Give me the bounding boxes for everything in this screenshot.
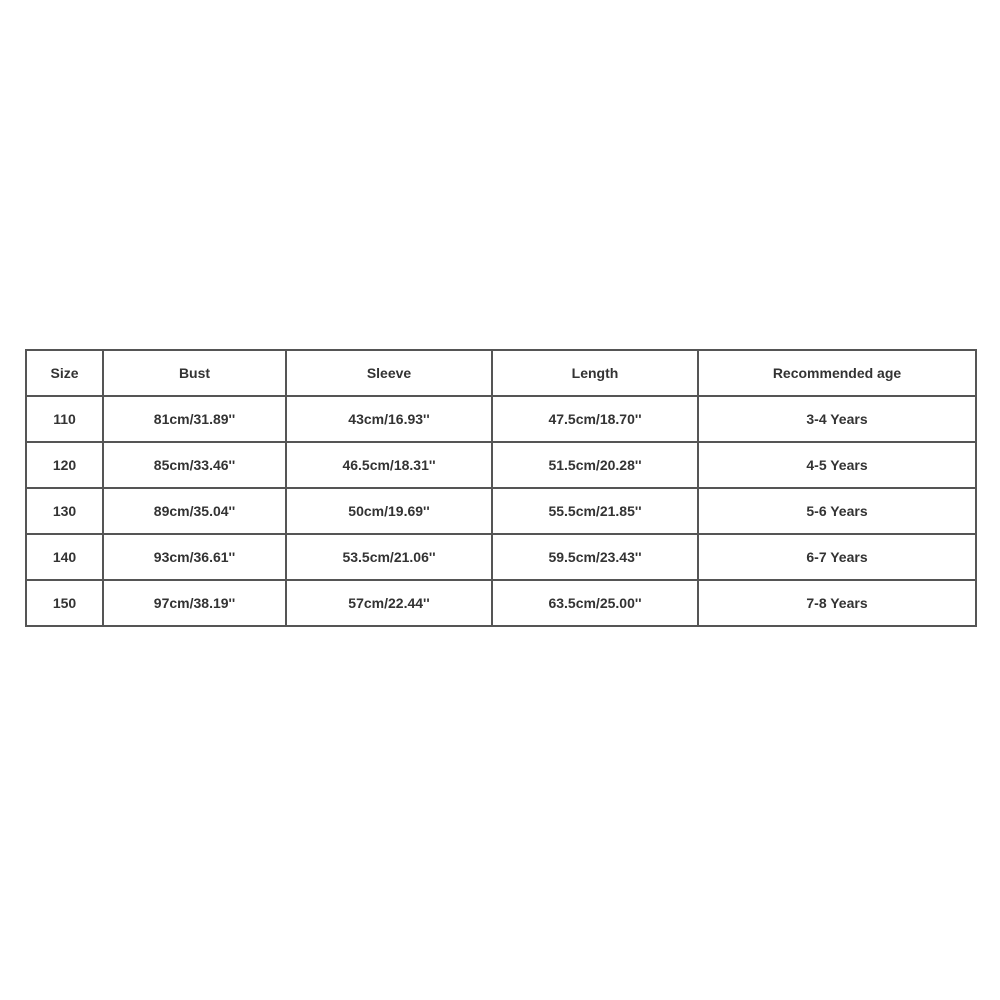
cell-bust: 97cm/38.19'' — [103, 580, 286, 626]
cell-recommended-age: 7-8 Years — [698, 580, 976, 626]
cell-sleeve: 46.5cm/18.31'' — [286, 442, 492, 488]
cell-bust: 89cm/35.04'' — [103, 488, 286, 534]
cell-size: 110 — [26, 396, 103, 442]
table-row — [26, 396, 976, 442]
cell-sleeve: 57cm/22.44'' — [286, 580, 492, 626]
cell-sleeve: 43cm/16.93'' — [286, 396, 492, 442]
cell-size: 140 — [26, 534, 103, 580]
table-row — [26, 580, 976, 626]
table-row — [26, 442, 976, 488]
header-recommended-age: Recommended age — [698, 350, 976, 396]
header-size: Size — [26, 350, 103, 396]
cell-recommended-age: 3-4 Years — [698, 396, 976, 442]
table-row — [26, 488, 976, 534]
size-chart-table — [25, 349, 977, 627]
cell-length: 63.5cm/25.00'' — [492, 580, 698, 626]
table-header-row — [26, 350, 976, 396]
cell-sleeve: 50cm/19.69'' — [286, 488, 492, 534]
cell-size: 120 — [26, 442, 103, 488]
cell-bust: 81cm/31.89'' — [103, 396, 286, 442]
cell-length: 59.5cm/23.43'' — [492, 534, 698, 580]
header-sleeve: Sleeve — [286, 350, 492, 396]
cell-length: 47.5cm/18.70'' — [492, 396, 698, 442]
cell-recommended-age: 4-5 Years — [698, 442, 976, 488]
cell-recommended-age: 5-6 Years — [698, 488, 976, 534]
cell-length: 55.5cm/21.85'' — [492, 488, 698, 534]
cell-bust: 93cm/36.61'' — [103, 534, 286, 580]
cell-recommended-age: 6-7 Years — [698, 534, 976, 580]
header-bust: Bust — [103, 350, 286, 396]
cell-length: 51.5cm/20.28'' — [492, 442, 698, 488]
cell-size: 130 — [26, 488, 103, 534]
header-length: Length — [492, 350, 698, 396]
cell-bust: 85cm/33.46'' — [103, 442, 286, 488]
table-row — [26, 534, 976, 580]
cell-size: 150 — [26, 580, 103, 626]
cell-sleeve: 53.5cm/21.06'' — [286, 534, 492, 580]
